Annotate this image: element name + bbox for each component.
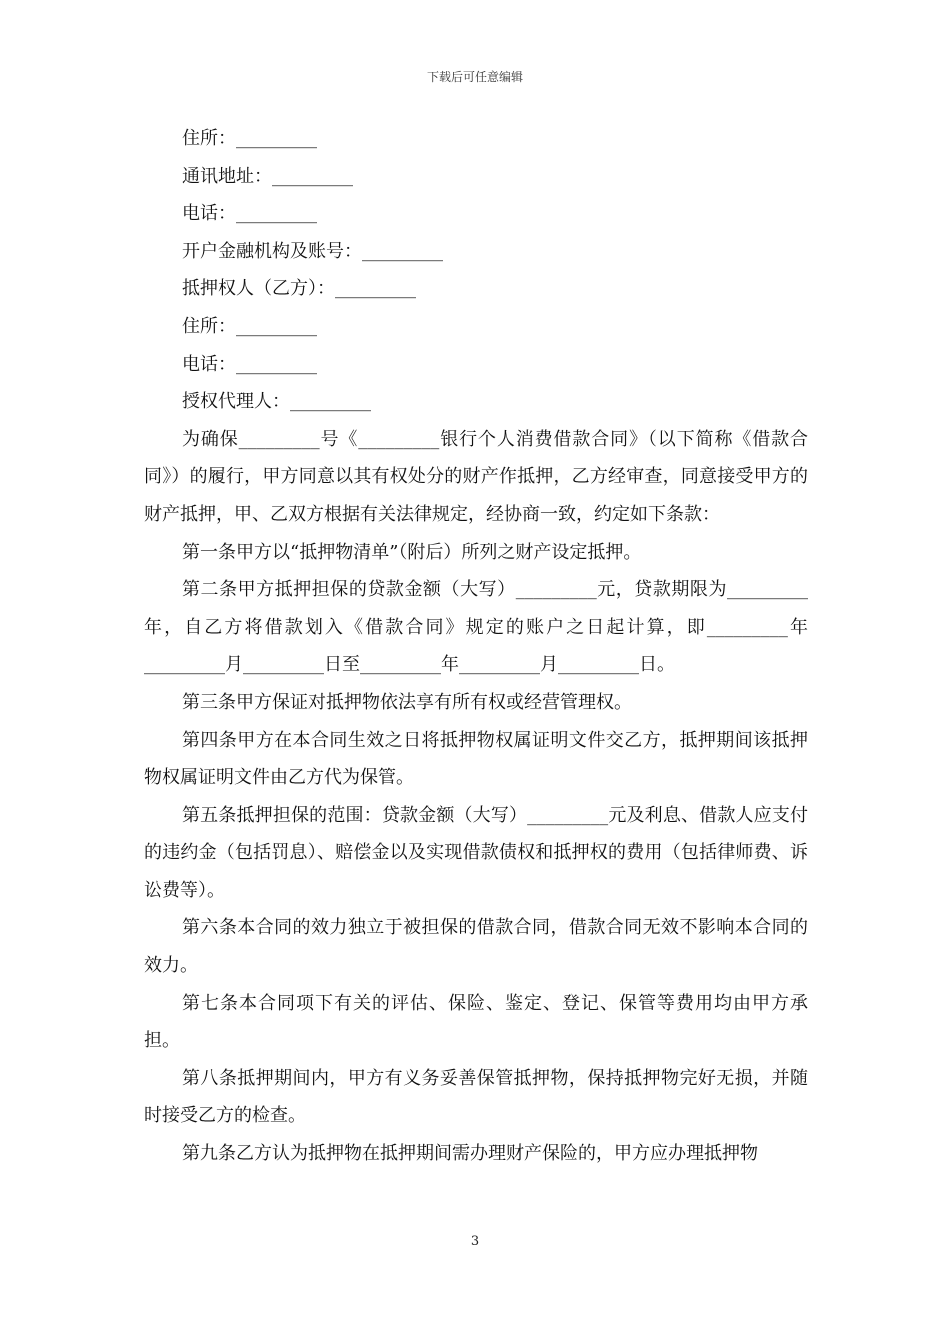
field-phone-a: 电话：_________ (182, 203, 317, 225)
paragraph-article-1: 第一条甲方以“抵押物清单”（附后）所列之财产设定抵押。 (182, 541, 642, 563)
field-mailing-address: 通讯地址：_________ (182, 165, 353, 187)
field-bank-account: 开户金融机构及账号：_________ (182, 240, 443, 262)
field-agent: 授权代理人：_________ (182, 391, 371, 413)
field-mortgagee: 抵押权人（乙方）：_________ (182, 278, 416, 300)
paragraph-article-5: 第五条抵押担保的范围：贷款金额（大写）_________元及利息、借款人应支付的违约金（包括罚息）、赔偿金以及实现借款债权和抵押权的费用（包括律师费、诉讼费等）。 (144, 804, 808, 901)
field-address-b: 住所：_________ (182, 315, 317, 337)
page-number: 3 (470, 1234, 480, 1249)
paragraph-article-2: 第二条甲方抵押担保的贷款金额（大写）_________元，贷款期限为_________年，自乙方将借款划入《借款合同》规定的账户之日起计算，即_________年_________月_________日至_________年_________月_________日。 (144, 579, 808, 676)
page-header-note: 下载后可任意编辑 (426, 70, 523, 84)
paragraph-preamble: 为确保_________号《_________银行个人消费借款合同》（以下简称《借款合同》）的履行，甲方同意以其有权处分的财产作抵押，乙方经审查，同意接受甲方的财产抵押，甲、乙双方根据有关法律规定，经协商一致，约定如下条款： (144, 428, 808, 525)
field-phone-b: 电话：_________ (182, 353, 317, 375)
paragraph-article-7: 第七条本合同项下有关的评估、保险、鉴定、登记、保管等费用均由甲方承担。 (144, 992, 808, 1052)
paragraph-article-6: 第六条本合同的效力独立于被担保的借款合同，借款合同无效不影响本合同的效力。 (144, 917, 808, 977)
paragraph-article-8: 第八条抵押期间内，甲方有义务妥善保管抵押物，保持抵押物完好无损，并随时接受乙方的检查。 (144, 1067, 808, 1127)
paragraph-article-3: 第三条甲方保证对抵押物依法享有所有权或经营管理权。 (182, 691, 632, 713)
field-address-a: 住所：_________ (182, 128, 317, 149)
document-body (144, 120, 808, 1173)
paragraph-article-9: 第九条乙方认为抵押物在抵押期间需办理财产保险的，甲方应办理抵押物 (182, 1143, 758, 1165)
paragraph-article-4: 第四条甲方在本合同生效之日将抵押物权属证明文件交乙方，抵押期间该抵押物权属证明文件由乙方代为保管。 (144, 729, 808, 789)
